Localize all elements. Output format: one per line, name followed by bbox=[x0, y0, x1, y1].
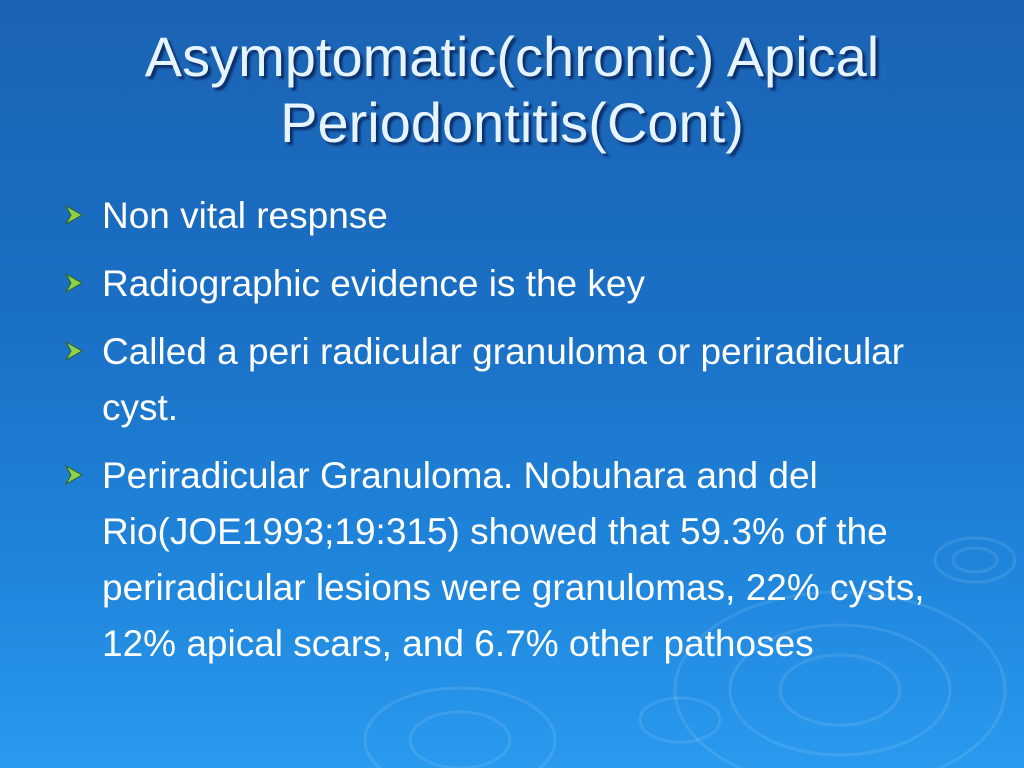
bullet-item-1 bbox=[62, 188, 962, 244]
title-line-2: Periodontitis(Cont) bbox=[280, 91, 744, 154]
bullet-text-2: Radiographic evidence is the key bbox=[102, 263, 645, 304]
bullet-text-3: Called a peri radicular granuloma or periradicular cyst. bbox=[102, 331, 905, 428]
title-line-1: Asymptomatic(chronic) Apical bbox=[144, 25, 880, 88]
bullet-list bbox=[62, 188, 962, 684]
arrowhead-bullet-icon bbox=[62, 339, 86, 363]
bullet-text-4: Periradicular Granuloma. Nobuhara and del Rio(JOE1993;19:315) showed that 59.3% of the periradicular lesions were granulomas, 22% cysts, 12% apical scars, and 6.7% other pathoses bbox=[102, 455, 925, 664]
bullet-text-1: Non vital respnse bbox=[102, 195, 388, 236]
bullet-item-2 bbox=[62, 256, 962, 312]
arrowhead-bullet-icon bbox=[62, 271, 86, 295]
bullet-item-4 bbox=[62, 448, 962, 672]
bullet-item-3 bbox=[62, 324, 962, 436]
arrowhead-bullet-icon bbox=[62, 463, 86, 487]
slide-title bbox=[40, 24, 984, 156]
arrowhead-bullet-icon bbox=[62, 203, 86, 227]
